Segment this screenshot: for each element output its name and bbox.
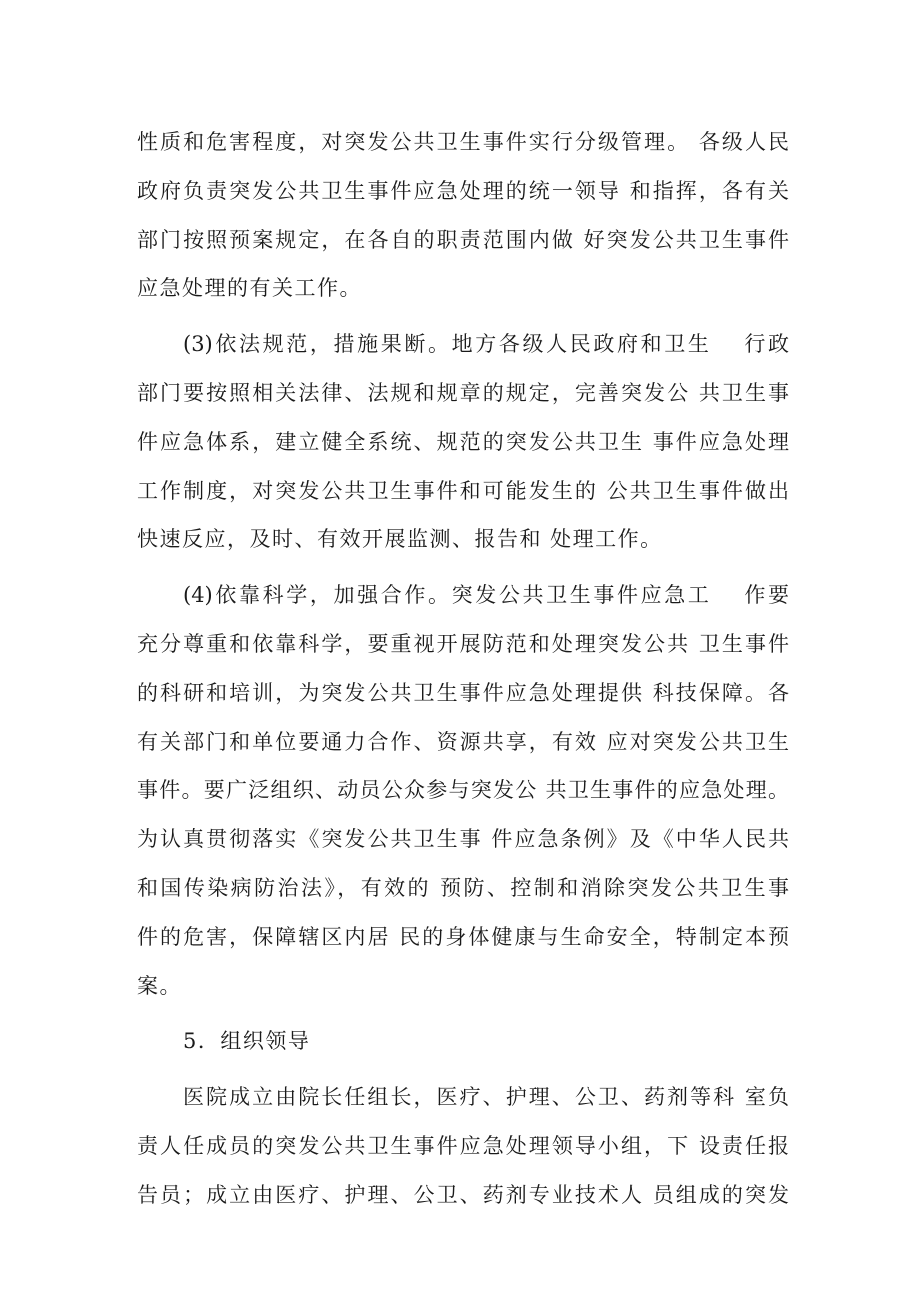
text-line: 工作制度，对突发公共卫生事件和可能发生的 公共卫生事件做出 [137,478,789,503]
section-heading: 5．组织领导 [183,1029,311,1054]
text-line: 政府负责突发公共卫生事件应急处理的统一领导 和指挥，各有关 [137,178,789,203]
text-line: 为认真贯彻落实《突发公共卫生事 件应急条例》及《中华人民共 [137,827,789,852]
text-line: 有关部门和单位要通力合作、资源共享，有效 应对突发公共卫生 [137,729,789,754]
text-line: 和国传染病防治法》，有效的 预防、控制和消除突发公共卫生事 [137,875,789,900]
text-line: 充分尊重和依靠科学，要重视开展防范和处理突发公共 卫生事件 [137,631,789,656]
paragraph-organization-leadership [137,1073,789,1219]
paragraph-item-3 [137,320,789,564]
text-line: 医院成立由院长任组长，医疗、护理、公卫、药剂等科 室负 [183,1085,789,1110]
text-line: 部门要按照相关法律、法规和规章的规定，完善突发公 共卫生事 [137,380,789,405]
text-line: 告员；成立由医疗、护理、公卫、药剂专业技术人 员组成的突发 [137,1182,789,1207]
text-line: 的科研和培训，为突发公共卫生事件应急处理提供 科技保障。各 [137,680,789,705]
paragraph-item-4 [137,571,789,1010]
document-body [137,118,789,1220]
section-heading-organization [137,1017,789,1066]
paragraph-grading-management [137,118,789,313]
text-line: 部门按照预案规定，在各自的职责范围内做 好突发公共卫生事件 [137,227,789,252]
text-line: (4)依靠科学，加强合作。突发公共卫生事件应急工 作要 [183,583,789,608]
text-line: (3)依法规范，措施果断。地方各级人民政府和卫生 行政 [183,332,789,357]
text-line: 应急处理的有关工作。 [137,276,362,301]
text-line: 件应急体系，建立健全系统、规范的突发公共卫生 事件应急处理 [137,429,789,454]
text-line: 性质和危害程度，对突发公共卫生事件实行分级管理。 各级人民 [137,130,789,154]
text-line: 责人任成员的突发公共卫生事件应急处理领导小组，下 设责任报 [137,1133,789,1158]
text-line: 快速反应，及时、有效开展监测、报告和 处理工作。 [137,527,663,552]
text-line: 事件。要广泛组织、动员公众参与突发公 共卫生事件的应急处理。 [137,778,789,803]
text-line: 案。 [137,973,182,998]
text-line: 件的危害，保障辖区内居 民的身体健康与生命安全，特制定本预 [137,924,789,949]
